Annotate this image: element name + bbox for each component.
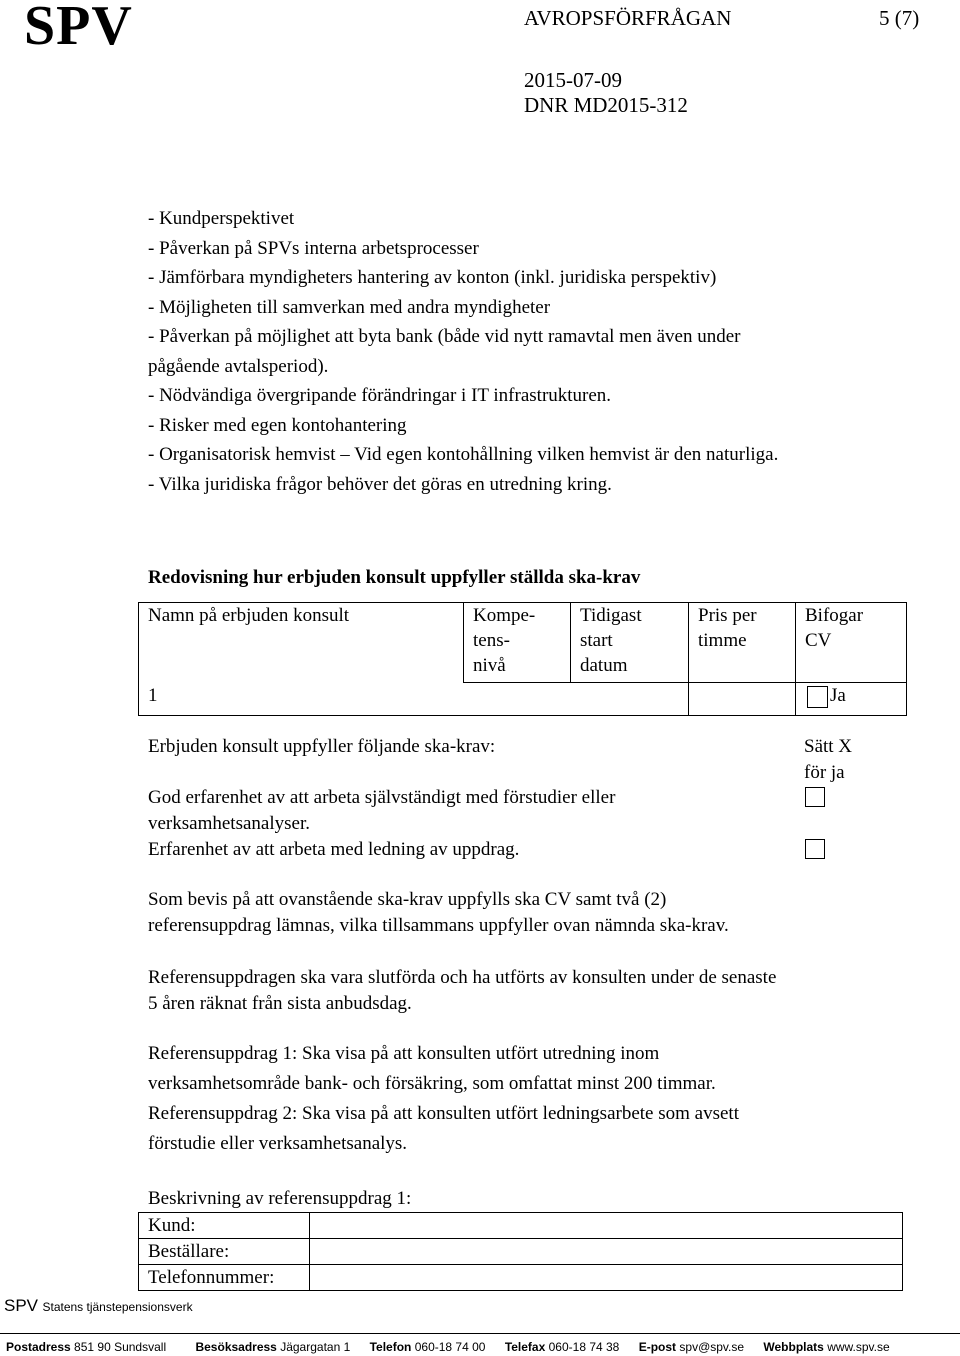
list-item: - Nödvändiga övergripande förändringar i IT infrastrukturen. [148, 385, 612, 406]
bullet-list [148, 204, 778, 499]
section-title: Redovisning hur erbjuden konsult uppfyller ställda ska-krav [148, 567, 641, 588]
start-date-cell[interactable] [571, 683, 689, 716]
page-number: 5 (7) [879, 6, 920, 30]
telefax-label: Telefax [504, 1340, 546, 1354]
header-consultant-name: Namn på erbjuden konsult [139, 603, 464, 683]
reference-paragraph-line-2: 5 åren räknat från sista anbudsdag. [148, 993, 412, 1014]
proof-paragraph-line-2: referensuppdrag lämnas, vilka tillsammans uppfyller ovan nämnda ska-krav. [148, 915, 729, 936]
list-item: - Påverkan på SPVs interna arbetsprocesser [148, 237, 479, 259]
mark-instruction: Sätt X för ja [804, 736, 853, 783]
description-label: Kund: [139, 1213, 310, 1239]
list-item: - Påverkan på möjlighet att byta bank (både vid nytt ramavtal men även under [148, 326, 741, 347]
besoksadress-value: Jägargatan 1 [280, 1340, 351, 1354]
telefon-value: 060-18 74 00 [414, 1340, 486, 1354]
spv-logo: SPV [24, 0, 133, 57]
document-type: AVROPSFÖRFRÅGAN [524, 6, 732, 30]
consultant-table [138, 602, 907, 716]
description-label: Beställare: [139, 1239, 310, 1265]
footer-divider [0, 1333, 960, 1334]
postadress-value: 851 90 Sundsvall [74, 1340, 167, 1354]
hourly-rate-cell[interactable] [689, 683, 796, 716]
document-dnr: DNR MD2015-312 [524, 93, 688, 117]
requirement-1-line-2: verksamhetsanalyser. [148, 813, 310, 834]
requirement-2: Erfarenhet av att arbeta med ledning av uppdrag. [148, 839, 520, 860]
competence-cell[interactable] [464, 683, 571, 716]
header-start-date: Tidigast start datum [571, 603, 689, 683]
list-item: pågående avtalsperiod). [148, 355, 329, 377]
requirements-intro: Erbjuden konsult uppfyller följande ska-krav: [148, 736, 496, 757]
webbplats-link[interactable]: www.spv.se [827, 1340, 890, 1354]
phone-field[interactable] [310, 1265, 903, 1291]
besoksadress-label: Besöksadress [195, 1340, 277, 1354]
requirement-1-line-1: God erfarenhet av att arbeta självständigt med förstudier eller [148, 787, 616, 808]
description-label: Telefonnummer: [139, 1265, 310, 1291]
list-item: - Vilka juridiska frågor behöver det göras en utredning kring. [148, 473, 612, 495]
reference-assignment-1-line-2: verksamhetsområde bank- och försäkring, som omfattat minst 200 timmar. [148, 1073, 716, 1094]
webbplats-label: Webbplats [763, 1340, 824, 1354]
list-item: - Organisatorisk hemvist – Vid egen kontohållning vilken hemvist är den naturliga. [148, 444, 779, 465]
epost-link[interactable]: spv@spv.se [679, 1340, 745, 1354]
footer-contact [6, 1340, 890, 1354]
footer-brand [4, 1296, 193, 1316]
list-item: - Jämförbara myndigheters hantering av konton (inkl. juridiska perspektiv) [148, 267, 717, 288]
list-item: - Kundperspektivet [148, 208, 295, 229]
footer-brand-long: Statens tjänstepensionsverk [42, 1300, 193, 1314]
reference-description-table [138, 1212, 903, 1291]
reference-assignment-2-line-2: förstudie eller verksamhetsanalys. [148, 1133, 408, 1154]
epost-label: E-post [638, 1340, 677, 1354]
customer-field[interactable] [310, 1213, 903, 1239]
cv-checkbox[interactable] [807, 686, 828, 708]
telefon-label: Telefon [369, 1340, 412, 1354]
telefax-value: 060-18 74 38 [548, 1340, 620, 1354]
reference-paragraph-line-1: Referensuppdragen ska vara slutförda och ha utförts av konsulten under de senaste [148, 967, 777, 988]
reference-assignment-1-line-1: Referensuppdrag 1: Ska visa på att konsulten utfört utredning inom [148, 1043, 660, 1064]
client-field[interactable] [310, 1239, 903, 1265]
row-number: 1 [139, 683, 464, 716]
header-hourly-rate: Pris per timme [689, 603, 796, 683]
proof-paragraph-line-1: Som bevis på att ovanstående ska-krav uppfylls ska CV samt två (2) [148, 889, 667, 910]
cv-cell [796, 683, 907, 716]
requirement-2-checkbox[interactable] [805, 839, 825, 859]
footer-brand-short: SPV [4, 1296, 39, 1315]
reference-assignment-2-line-1: Referensuppdrag 2: Ska visa på att konsulten utfört ledningsarbete som avsett [148, 1103, 739, 1124]
description-title: Beskrivning av referensuppdrag 1: [148, 1188, 412, 1209]
header-attach-cv: Bifogar CV [796, 603, 907, 683]
list-item: - Risker med egen kontohantering [148, 414, 407, 436]
postadress-label: Postadress [6, 1340, 71, 1354]
list-item: - Möjligheten till samverkan med andra myndigheter [148, 296, 551, 318]
cv-option-label: Ja [830, 685, 846, 706]
document-date: 2015-07-09 [524, 68, 622, 92]
header-competence-level: Kompe- tens- nivå [464, 603, 571, 683]
requirement-1-checkbox[interactable] [805, 787, 825, 807]
